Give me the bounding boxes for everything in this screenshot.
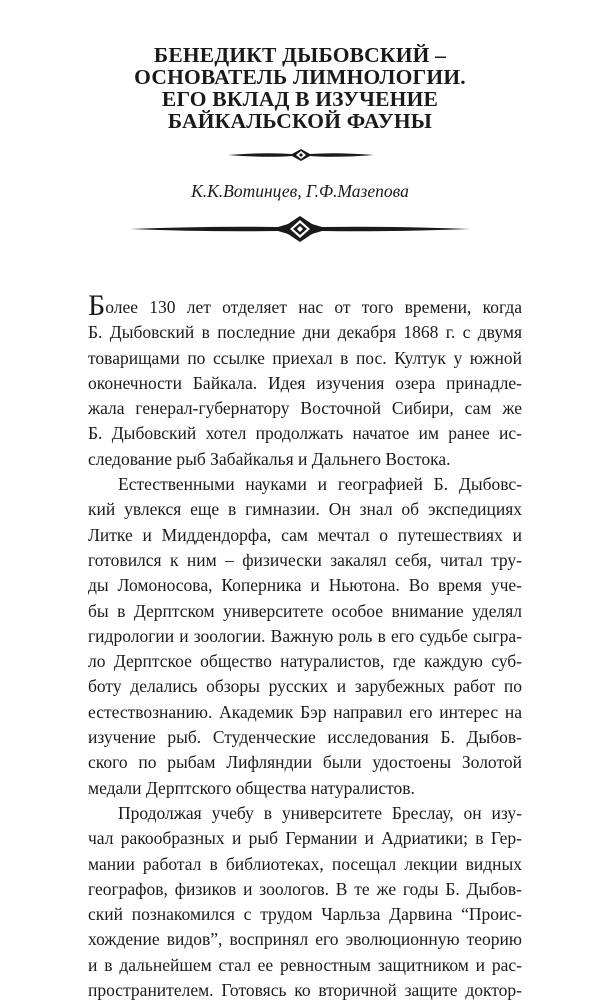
text-line: товарищами по ссылке приехал в пос. Култук у южной: [88, 347, 522, 368]
drop-cap: Б: [88, 295, 106, 321]
text-line: Продолжая учебу в университете Бреслау, он изу-: [118, 802, 522, 823]
ornament-divider-large: [128, 214, 472, 244]
article-title: [90, 44, 510, 132]
text-line: готовился к ним – физически закалял себя, читал тру-: [88, 549, 522, 570]
article-authors: К.К.Вотинцев, Г.Ф.Мазепова: [191, 181, 409, 201]
text-line: Литке и Миддендорфа, сам мечтал о путешествиях и: [88, 524, 522, 545]
text-line: ский познакомился с трудом Чарльза Дарвина “Проис-: [88, 904, 522, 925]
title-line: БЕНЕДИКТ ДЫБОВСКИЙ –: [153, 43, 447, 67]
text-line: оконечности Байкала. Идея изучения озера принадле-: [88, 372, 522, 393]
text-line: Естественными науками и географией Б. Дыбовс-: [118, 474, 522, 495]
text-line: пространителем. Готовясь ко вторичной защите доктор-: [88, 980, 522, 1001]
text-line: чал ракообразных и рыб Германии и Адриатики; в Гер-: [88, 828, 522, 849]
title-line: БАЙКАЛЬСКОЙ ФАУНЫ: [167, 109, 433, 133]
text-line: Б. Дыбовский в последние дни декабря 1868 г. с двумя: [88, 322, 522, 343]
text-line: следование рыб Забайкалья и Дальнего Востока.: [88, 448, 451, 469]
paragraph: [88, 472, 522, 801]
text-line: Б. Дыбовский хотел продолжать начатое им ранее ис-: [88, 423, 522, 444]
title-line: ОСНОВАТЕЛЬ ЛИМНОЛОГИИ.: [134, 65, 466, 89]
paragraph: [88, 801, 522, 1003]
text-line: ского по рыбам Лифляндии были удостоены Золотой: [88, 752, 522, 773]
text-line: медали Дерптского общества натуралистов.: [88, 777, 415, 798]
text-line: ды Ломоносова, Коперника и Ньютона. Во время уче-: [88, 575, 522, 596]
title-line: ЕГО ВКЛАД В ИЗУЧЕНИЕ: [161, 87, 439, 111]
text-line: изучение рыб. Студенческие исследования Б. Дыбов-: [88, 727, 522, 748]
paragraph: [88, 295, 522, 472]
text-line: хождение видов”, воспринял его эволюционную теорию: [88, 929, 522, 950]
text-line: географов, физиков и зоологов. В те же годы Б. Дыбов-: [88, 878, 522, 899]
text-line: естествознанию. Академик Бэр направил его интерес на: [88, 701, 522, 722]
text-line: гидрологии и зоологии. Важную роль в его судьбе сыгра-: [88, 625, 522, 646]
text-line: боту делались обзоры русских и зарубежных работ по: [88, 676, 522, 697]
text-line: бы в Дерптском университете особое внимание уделял: [88, 600, 522, 621]
text-line: жала генерал-губернатору Восточной Сибири, сам же: [88, 398, 522, 419]
text-line: и в дальнейшем стал ее ревностным защитником и рас-: [88, 954, 522, 975]
ornament-divider-small: [226, 146, 376, 164]
text-line: ло Дерптское общество натуралистов, где каждую суб-: [88, 651, 522, 672]
article-body: [88, 295, 522, 1003]
text-line: Более 130 лет отделяет нас от того времени, когда: [88, 295, 522, 320]
text-line: кий увлекся еще в гимназии. Он знал об экспедициях: [88, 499, 522, 520]
text-line: мании работал в библиотеках, посещал лекции видных: [88, 853, 522, 874]
